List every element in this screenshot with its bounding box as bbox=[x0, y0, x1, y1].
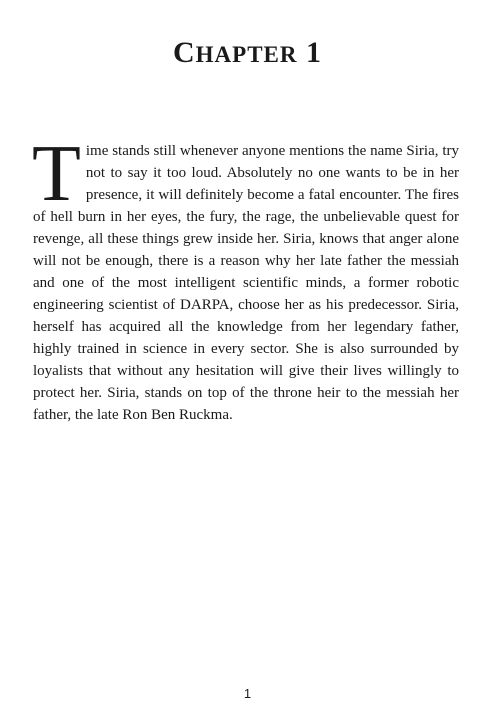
page-number: 1 bbox=[243, 686, 252, 701]
chapter-title-word: HAPTER bbox=[195, 42, 298, 67]
chapter-body bbox=[32, 130, 459, 426]
chapter-body-text: ime stands still whenever anyone mentions the name Siria, try not to say it too loud. Absolutely no one wants to be in her presence, it will definitely become a fatal encounter. The fires of hell burn in her eyes, the fury, the rage, the unbelievable quest for revenge, all these things grew inside her. Siria, knows that anger alone will not be enough, there is a reason why her late father the messiah and one of the most intelligent scientific minds, a former robotic engineering scientist of DARPA, choose her as his predecessor. Siria, herself has acquired all the knowledge from her legendary father, highly trained in science in every sector. She is also surrounded by loyalists that without any hesitation will give their lives willingly to protect her. Siria, stands on top of the throne heir to the messiah her father, the late Ron Ben Ruckma. bbox=[33, 143, 459, 423]
drop-cap: T bbox=[32, 130, 81, 218]
chapter-number: 1 bbox=[306, 36, 322, 69]
chapter-title-initial: C bbox=[172, 36, 196, 69]
chapter-title bbox=[0, 36, 495, 72]
